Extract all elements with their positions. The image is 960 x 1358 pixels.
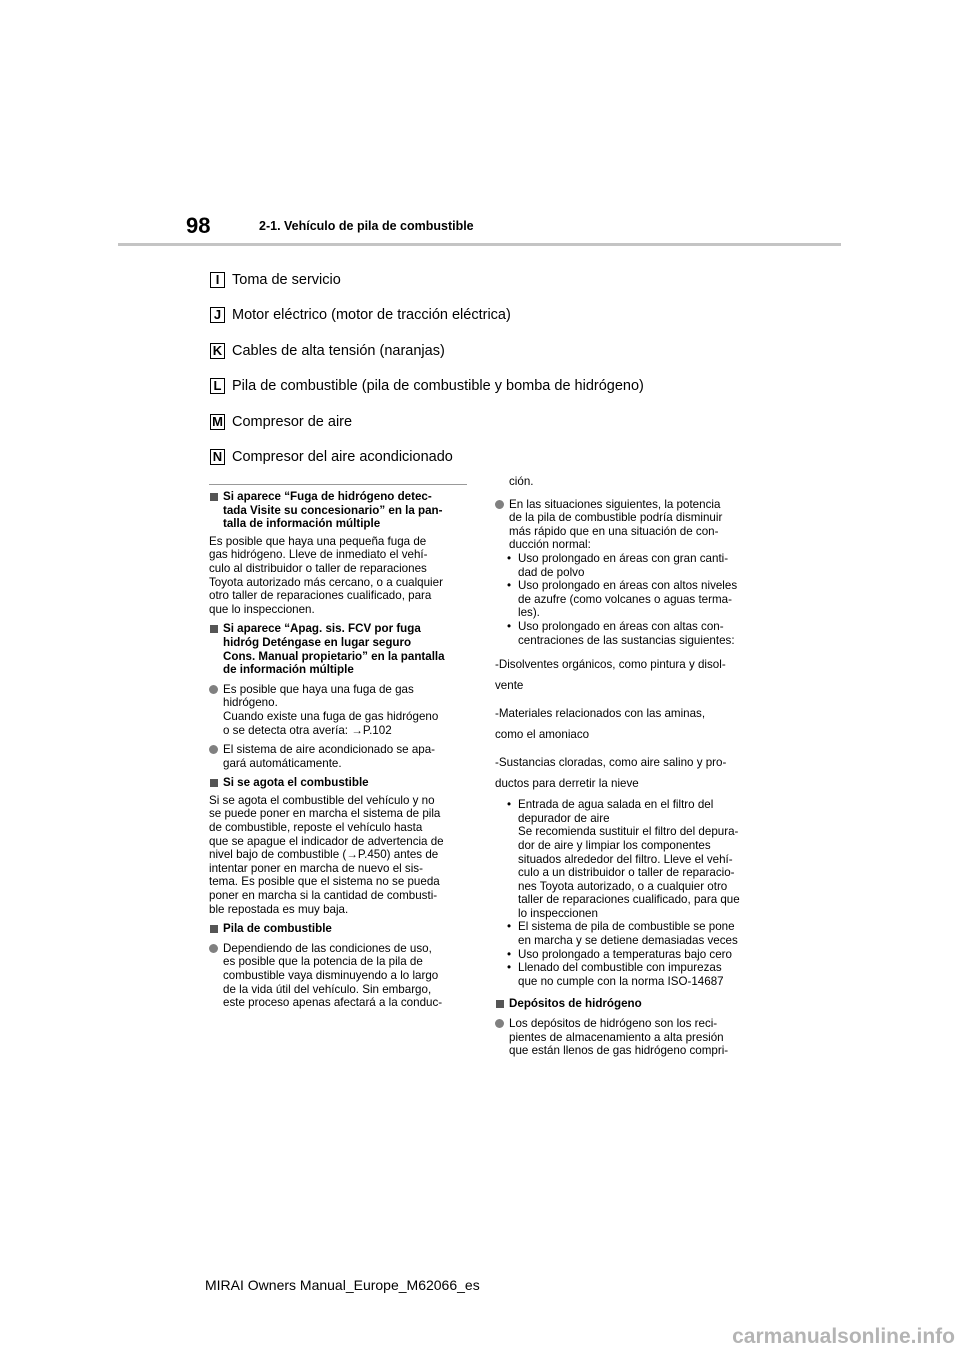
text-line: de la pila de combustible podría disminuir <box>509 511 723 525</box>
text-line: Es posible que haya una fuga de gas <box>223 682 414 696</box>
legend-item <box>210 404 770 440</box>
text-line: Uso prolongado a temperaturas bajo cero <box>518 947 732 961</box>
text-line: El sistema de aire acondicionado se apa- <box>223 743 436 757</box>
sub-bullet-mark: • <box>507 920 512 934</box>
text-line: ducción normal: <box>509 538 591 552</box>
text-line: ductos para derretir la nieve <box>495 776 639 790</box>
text-line: de combustible, reposte el vehículo hasta <box>209 821 423 835</box>
text-line: tema. Es posible que el sistema no se pueda <box>209 875 440 889</box>
square-bullet-icon <box>210 925 218 933</box>
sub-bullet-mark: • <box>507 961 512 975</box>
text-line: dor de aire y limpiar los componentes <box>518 838 711 852</box>
sub-item <box>495 961 757 988</box>
text-line: Pila de combustible <box>223 922 332 936</box>
note-bullet <box>495 1017 757 1058</box>
note-bullet <box>495 498 757 552</box>
note-bullet <box>209 743 471 770</box>
text-line: Llenado del combustible con impurezas <box>518 961 722 975</box>
text-line: poner en marcha si la cantidad de combusti- <box>209 889 438 903</box>
legend-text: Compresor del aire acondicionado <box>232 449 453 466</box>
text-line: Es posible que haya una pequeña fuga de <box>209 534 427 548</box>
text-line: Si se agota el combustible <box>223 776 369 790</box>
sub-bullet-mark: • <box>507 579 512 593</box>
notes-divider <box>209 484 467 485</box>
text-line: depurador de aire <box>518 811 610 825</box>
text-line: que lo inspeccionen. <box>209 602 315 616</box>
sub-detail <box>495 655 757 696</box>
circle-bullet-icon <box>495 500 504 509</box>
note-heading <box>209 490 471 531</box>
text-line: de la vida útil del vehículo. Sin embargo, <box>223 982 432 996</box>
legend-text: Cables de alta tensión (naranjas) <box>232 342 445 359</box>
square-bullet-icon <box>496 1000 504 1008</box>
text-line: les). <box>518 606 540 620</box>
section-title: 2-1. Vehículo de pila de combustible <box>259 219 474 233</box>
text-line: o se detecta otra avería: →P.102 <box>223 723 392 737</box>
text-line: Depósitos de hidrógeno <box>509 997 642 1011</box>
note-paragraph <box>209 535 471 617</box>
legend-letter-badge: K <box>210 343 225 359</box>
text-line: tada Visite su concesionario” en la pan- <box>223 503 443 517</box>
text-line: intentar poner en marcha de nuevo el sis- <box>209 861 423 875</box>
circle-bullet-icon <box>495 1019 504 1028</box>
sub-item <box>495 620 757 647</box>
text-line: Los depósitos de hidrógeno son los reci- <box>509 1017 718 1031</box>
text-line: Dependiendo de las condiciones de uso, <box>223 941 432 955</box>
text-line: vente <box>495 678 524 692</box>
text-line: Uso prolongado en áreas con gran canti- <box>518 551 729 565</box>
text-line: culo al distribuidor o taller de reparaciones <box>209 561 427 575</box>
text-line: ble repostada es muy baja. <box>209 902 349 916</box>
sub-item <box>495 920 757 947</box>
text-line: gas hidrógeno. Lleve de inmediato el vehí- <box>209 548 428 562</box>
text-line: Entrada de agua salada en el filtro del <box>518 798 714 812</box>
legend-text: Compresor de aire <box>232 413 353 430</box>
text-line: Se recomienda sustituir el filtro del depura- <box>518 825 739 839</box>
legend-item <box>210 369 770 405</box>
text-line: hidrógeno. <box>223 696 278 710</box>
continued-text <box>509 475 757 489</box>
text-line: culo a un distribuidor o taller de reparacio- <box>518 866 735 880</box>
legend-text: Pila de combustible (pila de combustible y bomba de hidrógeno) <box>232 378 644 395</box>
sub-item <box>495 579 757 620</box>
text-line: pientes de almacenamiento a alta presión <box>509 1030 724 1044</box>
legend-letter-badge: M <box>210 414 225 430</box>
text-line: combustible vaya disminuyendo a lo largo <box>223 969 439 982</box>
watermark: carmanualsonline.info <box>732 1325 955 1348</box>
text-line: en marcha y se detiene demasiadas veces <box>518 934 738 948</box>
legend-item <box>210 440 770 476</box>
legend-item <box>210 333 770 369</box>
text-line: nes Toyota autorizado, o a cualquier otro <box>518 879 728 893</box>
header-divider <box>118 243 841 246</box>
note-paragraph <box>209 794 471 916</box>
sub-detail <box>495 704 757 745</box>
text-line: -Sustancias cloradas, como aire salino y pro- <box>495 756 727 770</box>
note-heading <box>495 997 757 1011</box>
sub-bullet-mark: • <box>507 551 512 565</box>
sub-item <box>495 948 757 962</box>
text-line: de información múltiple <box>223 663 354 677</box>
legend-item <box>210 262 770 298</box>
text-line: Cons. Manual propietario” en la pantalla <box>223 649 445 663</box>
text-line: centraciones de las sustancias siguientes: <box>518 633 735 647</box>
sub-item <box>495 798 757 920</box>
text-line: taller de reparaciones cualificado, para que <box>518 893 740 907</box>
sub-bullet-mark: • <box>507 798 512 812</box>
text-line: otro taller de reparaciones cualificado, para <box>209 589 432 603</box>
square-bullet-icon <box>210 625 218 633</box>
legend-letter-badge: I <box>210 272 225 288</box>
text-line: gará automáticamente. <box>223 756 342 770</box>
circle-bullet-icon <box>209 685 218 694</box>
circle-bullet-icon <box>209 944 218 953</box>
text-line: ción. <box>509 475 534 488</box>
legend-text: Motor eléctrico (motor de tracción eléctrica) <box>232 307 511 324</box>
text-line: Si aparece “Apag. sis. FCV por fuga <box>223 622 421 636</box>
legend-letter-badge: J <box>210 307 225 323</box>
sub-bullet-mark: • <box>507 947 512 961</box>
note-bullet <box>209 683 471 737</box>
text-line: Cuando existe una fuga de gas hidrógeno <box>223 709 439 723</box>
text-line: dad de polvo <box>518 565 585 579</box>
component-legend <box>210 262 770 475</box>
text-line: nivel bajo de combustible (→P.450) antes de <box>209 848 439 862</box>
legend-item <box>210 298 770 334</box>
text-line: talla de información múltiple <box>223 517 381 531</box>
text-line: más rápido que en una situación de con- <box>509 524 719 538</box>
text-line: es posible que la potencia de la pila de <box>223 955 423 969</box>
text-line: hidróg Deténgase en lugar seguro <box>223 635 412 649</box>
text-line: que están llenos de gas hidrógeno compri- <box>509 1044 729 1058</box>
manual-footer: MIRAI Owners Manual_Europe_M62066_es <box>205 1277 480 1293</box>
text-line: Uso prolongado en áreas con altas con- <box>518 619 724 633</box>
note-heading <box>209 922 471 936</box>
text-line: Toyota autorizado más cercano, o a cualquier <box>209 575 443 589</box>
square-bullet-icon <box>210 493 218 501</box>
notes-right-column <box>495 475 757 1058</box>
text-line: situados alrededor del filtro. Lleve el vehí- <box>518 852 733 866</box>
legend-letter-badge: L <box>210 378 225 394</box>
text-line: se puede poner en marcha el sistema de pila <box>209 807 441 821</box>
sub-item <box>495 552 757 579</box>
text-line: -Disolventes orgánicos, como pintura y disol- <box>495 658 726 672</box>
sub-detail <box>495 753 757 794</box>
circle-bullet-icon <box>209 745 218 754</box>
text-line: Si se agota el combustible del vehículo y no <box>209 793 435 807</box>
note-bullet <box>209 942 471 1010</box>
text-line: -Materiales relacionados con las aminas, <box>495 707 706 721</box>
legend-letter-badge: N <box>210 449 225 465</box>
page-number: 98 <box>186 213 211 238</box>
text-line: lo inspeccionen <box>518 906 598 920</box>
square-bullet-icon <box>210 779 218 787</box>
text-line: que no cumple con la norma ISO-14687 <box>518 974 724 988</box>
sub-bullet-mark: • <box>507 619 512 633</box>
text-line: El sistema de pila de combustible se pone <box>518 920 735 934</box>
legend-text: Toma de servicio <box>232 271 341 288</box>
notes-left-column <box>209 490 471 1010</box>
text-line: este proceso apenas afectará a la conduc- <box>223 996 443 1010</box>
note-heading <box>209 622 471 676</box>
text-line: como el amoniaco <box>495 727 590 741</box>
note-heading <box>209 776 471 790</box>
text-line: Si aparece “Fuga de hidrógeno detec- <box>223 490 432 503</box>
text-line: de azufre (como volcanes o aguas terma- <box>518 592 732 606</box>
text-line: Uso prolongado en áreas con altos niveles <box>518 579 738 593</box>
text-line: que se apague el indicador de advertencia de <box>209 834 444 848</box>
text-line: En las situaciones siguientes, la potencia <box>509 497 721 511</box>
